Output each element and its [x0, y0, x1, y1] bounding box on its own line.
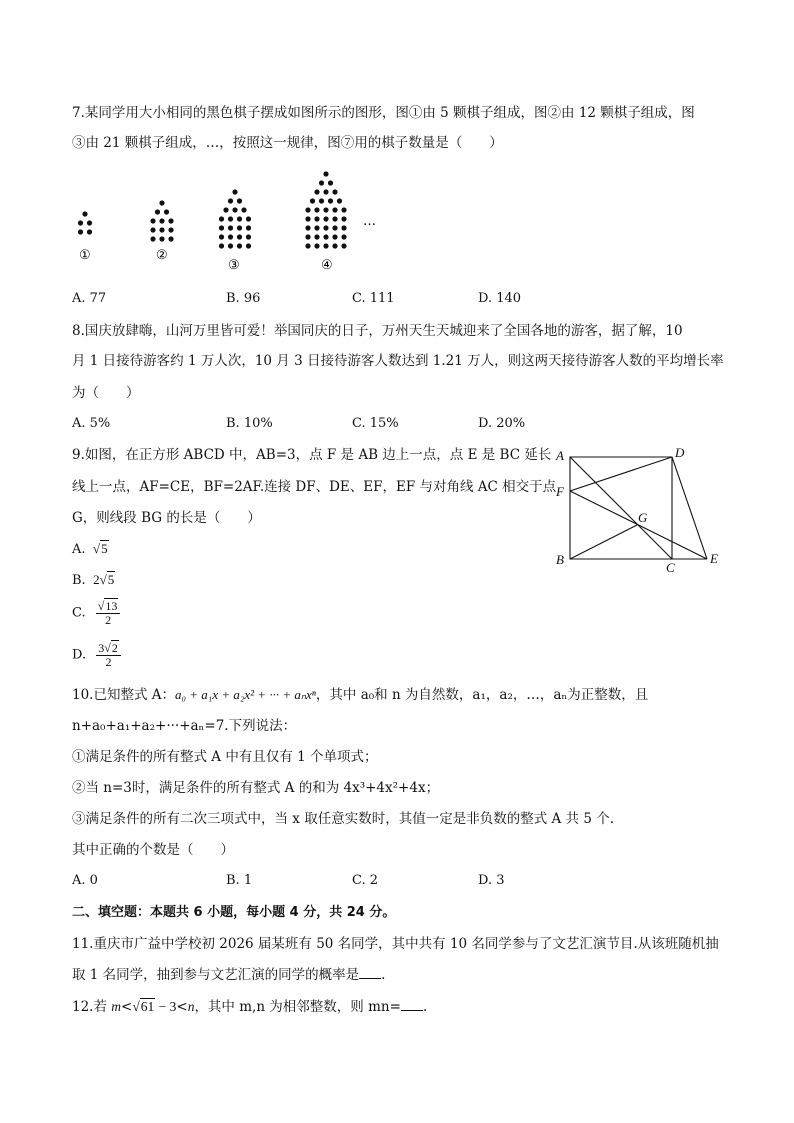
label-e: E: [710, 551, 718, 566]
chess-piece-dot: [323, 207, 328, 212]
chess-piece-dot: [237, 225, 242, 230]
label-c: C: [666, 560, 675, 575]
q9-line3: G，则线段 BG 的长是（ ）: [72, 510, 261, 526]
q11-line1: 11.重庆市广益中学校初 2026 届某班有 50 名同学，其中共有 10 名同学参与了文艺汇演节目.从该班随机抽: [72, 936, 719, 952]
q8-line3: 为（ ）: [72, 385, 140, 401]
section-2-heading: 二、填空题：本题共 6 小题，每小题 4 分，共 24 分。: [72, 905, 396, 920]
chess-piece-dot: [305, 207, 310, 212]
chess-piece-dot: [78, 229, 83, 234]
chess-piece-dot: [310, 198, 315, 203]
chess-piece-dot: [219, 216, 224, 221]
chess-piece-dot: [246, 243, 251, 248]
q7-option-d: D. 140: [478, 291, 522, 306]
chess-piece-dot: [323, 216, 328, 221]
q7-figure: [60, 165, 400, 275]
chess-piece-dot: [341, 234, 346, 239]
q8-line2: 月 1 日接待游客约 1 万人次，10 月 3 日接待游客人数达到 1.21 万人，则这两天接待游客人数的平均增长率: [72, 353, 724, 369]
chess-piece-dot: [332, 207, 337, 212]
chess-piece-dot: [341, 207, 346, 212]
chess-piece-dot: [305, 225, 310, 230]
chess-piece-dot: [305, 243, 310, 248]
chess-piece-dot: [337, 198, 342, 203]
chess-piece-dot: [228, 243, 233, 248]
q10-formula: a₀ + a₁x + a₂x² + ··· + aₙxⁿ: [175, 687, 316, 702]
chess-piece-dot: [241, 207, 246, 212]
chess-piece-dot: [87, 229, 92, 234]
q7-ellipsis: …: [363, 214, 376, 229]
chess-piece-dot: [159, 218, 164, 223]
chess-piece-dot: [319, 198, 324, 203]
q9-option-c-label: C.: [72, 605, 86, 621]
chess-piece-dot: [332, 225, 337, 230]
chess-piece-dot: [314, 243, 319, 248]
q9-option-a-value: √5: [89, 541, 108, 556]
line-ac: [570, 457, 672, 559]
chess-piece-dot: [232, 207, 237, 212]
chess-piece-dot: [323, 225, 328, 230]
q10-statement-1: ①满足条件的所有整式 A 中有且仅有 1 个单项式；: [72, 749, 378, 765]
q9-option-b-label: B.: [72, 573, 86, 588]
chess-piece-dot: [155, 209, 160, 214]
q9-option-d-label: D.: [72, 647, 87, 663]
q8-option-b: B. 10%: [226, 416, 273, 431]
chess-piece-dot: [164, 209, 169, 214]
chess-piece-dot: [314, 225, 319, 230]
chess-piece-dot: [223, 207, 228, 212]
label-d: D: [675, 445, 685, 460]
q9-option-d: [72, 642, 121, 669]
chess-piece-dot: [150, 227, 155, 232]
chess-piece-dot: [323, 171, 328, 176]
q10-option-a: A. 0: [72, 873, 98, 888]
chess-piece-dot: [159, 200, 164, 205]
chess-piece-dot: [314, 189, 319, 194]
chess-piece-dot: [323, 234, 328, 239]
chess-piece-dot: [219, 234, 224, 239]
chess-piece-dot: [341, 216, 346, 221]
q10-option-d: D. 3: [478, 873, 505, 888]
label-f: F: [556, 484, 564, 499]
chess-piece-dot: [237, 243, 242, 248]
q7-pattern-2: [150, 200, 173, 241]
chess-piece-dot: [332, 189, 337, 194]
chess-piece-dot: [341, 243, 346, 248]
q7-option-c: C. 111: [352, 291, 395, 306]
chess-piece-dot: [87, 220, 92, 225]
q9-option-a: [72, 540, 109, 559]
q10-question: 其中正确的个数是（ ）: [72, 842, 234, 858]
chess-piece-dot: [219, 225, 224, 230]
q9-option-a-label: A.: [72, 542, 86, 557]
q7-option-a: A. 77: [72, 291, 107, 306]
q8-option-d: D. 20%: [478, 416, 526, 431]
chess-piece-dot: [159, 236, 164, 241]
q9-option-d-value: $\frac{3√2}{2}$: [96, 642, 121, 669]
chess-piece-dot: [168, 227, 173, 232]
q7-option-b: B. 96: [226, 291, 261, 306]
q7-pattern-1: [78, 211, 92, 234]
chess-piece-dot: [305, 234, 310, 239]
q10-option-b: B. 1: [226, 873, 253, 888]
q9-option-b-value: 2√5: [93, 572, 115, 587]
chess-piece-dot: [323, 189, 328, 194]
q10-option-c: C. 2: [352, 873, 379, 888]
chess-piece-dot: [314, 234, 319, 239]
chess-piece-dot: [314, 207, 319, 212]
chess-piece-dot: [228, 216, 233, 221]
q7-pattern-4: [305, 171, 346, 248]
q7-pattern-3: [219, 189, 251, 248]
chess-piece-dot: [150, 236, 155, 241]
q9-geometry-figure: [550, 443, 730, 578]
q7-fig-label-2: ②: [156, 248, 168, 263]
q9-line1: 9.如图，在正方形 ABCD 中，AB=3，点 F 是 AB 边上一点，点 E 是 BC 延长: [72, 447, 552, 463]
chess-piece-dot: [341, 225, 346, 230]
q10-statement-3: ③满足条件的所有二次三项式中，当 x 取任意实数时，其值一定是非负数的整式 A 共 5 个.: [72, 811, 614, 827]
chess-piece-dot: [305, 216, 310, 221]
q7-fig-label-3: ③: [228, 258, 240, 273]
label-g: G: [638, 510, 648, 525]
chess-piece-dot: [168, 218, 173, 223]
q7-line1: 7.某同学用大小相同的黑色棋子摆成如图所示的图形，图①由 5 颗棋子组成，图②由 12 颗棋子组成，图: [72, 105, 695, 121]
chess-piece-dot: [232, 189, 237, 194]
q12-answer-blank[interactable]: [401, 998, 423, 1011]
q8-option-c: C. 15%: [352, 416, 399, 431]
q9-option-b: [72, 571, 115, 590]
line-bg: [570, 525, 637, 559]
q10-statement-2: ②当 n=3时，满足条件的所有整式 A 的和为 4x³+4x²+4x；: [72, 780, 440, 796]
label-b: B: [556, 552, 564, 567]
q7-fig-label-1: ①: [79, 248, 91, 263]
q11-answer-blank[interactable]: [359, 966, 381, 979]
chess-piece-dot: [332, 216, 337, 221]
label-a: A: [556, 448, 564, 463]
chess-piece-dot: [328, 180, 333, 185]
chess-piece-dot: [237, 234, 242, 239]
chess-piece-dot: [228, 234, 233, 239]
chess-piece-dot: [323, 243, 328, 248]
chess-piece-dot: [159, 227, 164, 232]
chess-piece-dot: [314, 216, 319, 221]
q7-fig-label-4: ④: [321, 258, 333, 273]
q8-line1: 8.国庆放肆嗨，山河万里皆可爱！举国同庆的日子，万州天生天城迎来了全国各地的游客，据了解，10: [72, 323, 683, 339]
chess-piece-dot: [237, 198, 242, 203]
q9-option-c-value: $\frac{√13}{2}$: [96, 600, 121, 627]
q11-line2: 取 1 名同学，抽到参与文艺汇演的同学的概率是 .: [72, 967, 386, 983]
q10-line2: n+a₀+a₁+a₂+···+aₙ=7.下列说法：: [72, 718, 297, 734]
chess-piece-dot: [332, 234, 337, 239]
q9-line2: 线上一点，AF=CE，BF=2AF.连接 DF、DE、EF，EF 与对角线 AC 相交于点: [72, 479, 557, 495]
chess-piece-dot: [328, 198, 333, 203]
chess-piece-dot: [246, 216, 251, 221]
chess-piece-dot: [168, 236, 173, 241]
q12-line: 12.若 m<√61 − 3<n，其中 m,n 为相邻整数，则 mn= .: [72, 999, 428, 1015]
chess-piece-dot: [246, 234, 251, 239]
chess-piece-dot: [150, 218, 155, 223]
chess-piece-dot: [228, 225, 233, 230]
chess-piece-dot: [332, 243, 337, 248]
chess-piece-dot: [237, 216, 242, 221]
q8-option-a: A. 5%: [72, 416, 111, 431]
line-df: [570, 457, 672, 491]
q7-line2: ③由 21 颗棋子组成，…，按照这一规律，图⑦用的棋子数量是（ ）: [72, 135, 503, 151]
chess-piece-dot: [319, 180, 324, 185]
chess-piece-dot: [228, 198, 233, 203]
chess-piece-dot: [78, 220, 83, 225]
q10-line1: 10.已知整式 A：a₀ + a₁x + a₂x² + ··· + aₙxⁿ，其中 a₀和 n 为自然数，a₁，a₂，…，aₙ为正整数，且: [72, 687, 649, 703]
chess-piece-dot: [219, 243, 224, 248]
chess-piece-dot: [82, 211, 87, 216]
chess-piece-dot: [246, 225, 251, 230]
q9-option-c: [72, 600, 120, 627]
